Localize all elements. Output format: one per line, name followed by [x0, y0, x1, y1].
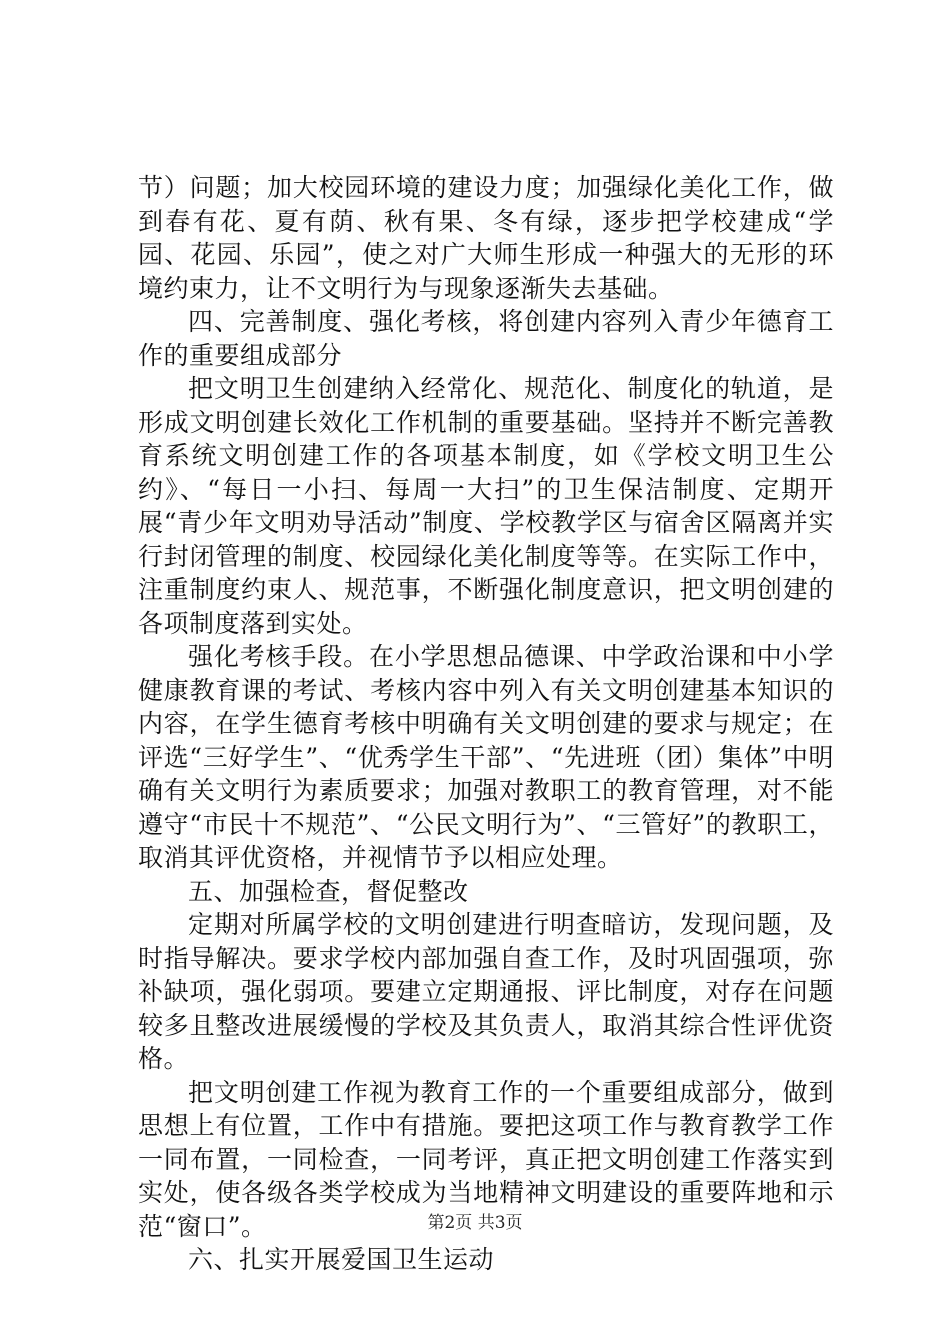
- page-footer: 第2页 共3页: [427, 1213, 523, 1233]
- paragraph-continuation: 节）问题；加大校园环境的建设力度；加强绿化美化工作，做到春有花、夏有荫、秋有果、冬有绿，逐步把学校建成“学园、花园、乐园”，使之对广大师生形成一种强大的无形的环境约束力，让不文明行为与现象逐渐失去基础。: [138, 173, 834, 303]
- document-body: [138, 171, 834, 1277]
- paragraph-education-work: 把文明创建工作视为教育工作的一个重要组成部分，做到思想上有位置，工作中有措施。要把这项工作与教育教学工作一同布置，一同检查，一同考评，真正把文明创建工作落实到实处，使各级各类学校成为当地精神文明建设的重要阵地和示范“窗口”。: [138, 1077, 834, 1241]
- section-heading-6: 六、扎实开展爱国卫生运动: [188, 1245, 495, 1274]
- paragraph-assessment: 强化考核手段。在小学思想品德课、中学政治课和中小学健康教育课的考试、考核内容中列入有关文明创建基本知识的内容，在学生德育考核中明确有关文明创建的要求与规定；在评选“三好学生”、“优秀学生干部”、“先进班（团）集体”中明确有关文明行为素质要求；加强对教职工的教育管理，对不能遵守“市民十不规范”、“公民文明行为”、“三管好”的教职工，取消其评优资格，并视情节予以相应处理。: [138, 642, 834, 872]
- paragraph-inspection: 定期对所属学校的文明创建进行明查暗访，发现问题，及时指导解决。要求学校内部加强自查工作，及时巩固强项，弥补缺项，强化弱项。要建立定期通报、评比制度，对存在问题较多且整改进展缓慢的学校及其负责人，取消其综合性评优资格。: [138, 910, 834, 1073]
- section-heading-4: 四、完善制度、强化考核，将创建内容列入青少年德育工作的重要组成部分: [138, 307, 834, 370]
- section-heading-5: 五、加强检查，督促整改: [188, 876, 469, 906]
- paragraph-system-building: 把文明卫生创建纳入经常化、规范化、制度化的轨道，是形成文明创建长效化工作机制的重要基础。坚持并不断完善教育系统文明创建工作的各项基本制度，如《学校文明卫生公约》、“每日一小扫、每周一大扫”的卫生保洁制度、定期开展“青少年文明劝导活动”制度、学校教学区与宿舍区隔离并实行封闭管理的制度、校园绿化美化制度等等。在实际工作中，注重制度约束人、规范事，不断强化制度意识，把文明创建的各项制度落到实处。: [138, 374, 834, 638]
